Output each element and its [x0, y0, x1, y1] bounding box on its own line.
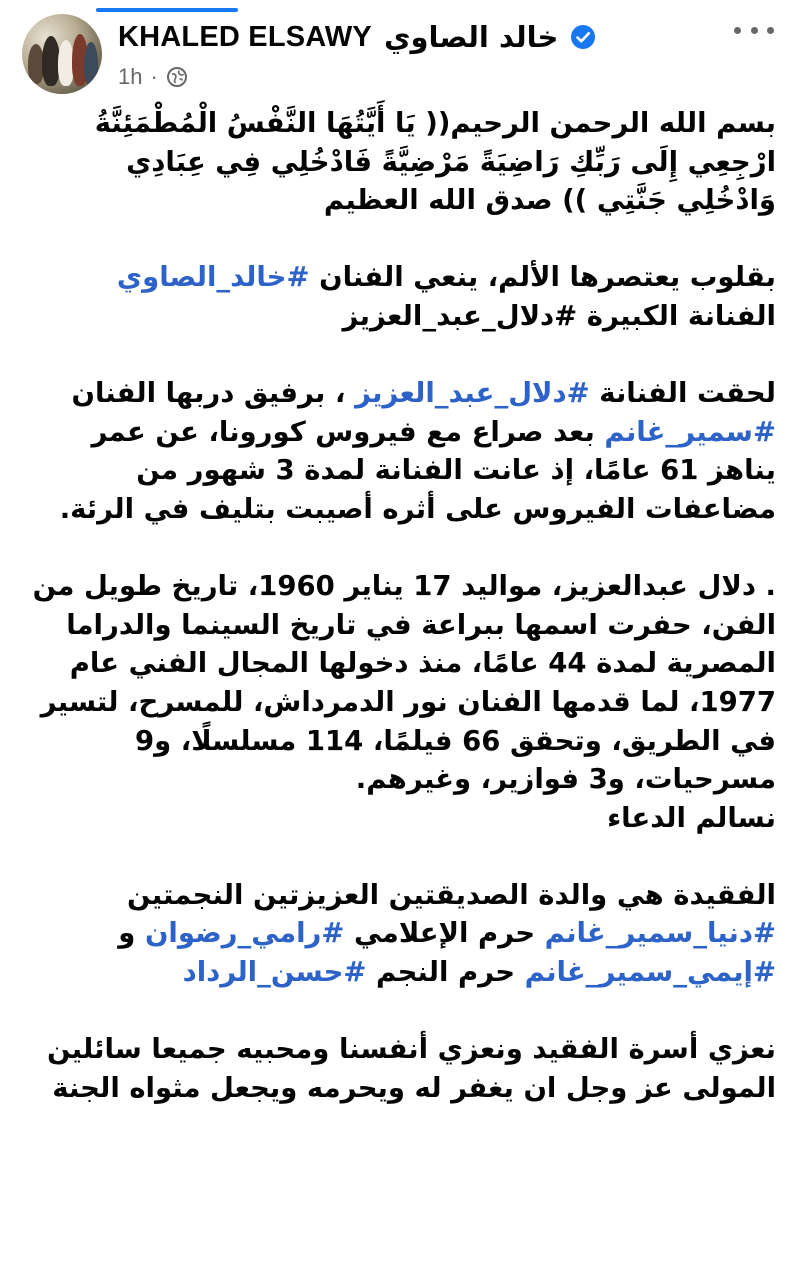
text-line: . دلال عبدالعزيز، مواليد 17 يناير 1960، تاريخ طويل من [32, 570, 776, 603]
text-line: المولى عز وجل ان يغفر له ويحرمه ويجعل مثواه الجنة [52, 1071, 776, 1104]
text-segment: و [118, 917, 145, 950]
author-name-arabic[interactable]: خالد الصاوي [383, 20, 559, 54]
more-options-icon[interactable] [734, 18, 774, 42]
verified-badge-icon [570, 24, 596, 50]
post-paragraph-1 [22, 104, 776, 220]
text-line: الفقيدة هي والدة الصديقتين العزيزتين النجمتين [126, 878, 776, 911]
text-line: 1977، لما قدمها الفنان نور الدمرداش، للمسرح، لتسير [40, 685, 776, 718]
text-line [22, 258, 776, 297]
hashtag-link[interactable]: #رامي_رضوان [144, 917, 345, 950]
post-paragraph-4 [22, 567, 776, 837]
text-line [22, 374, 776, 413]
hashtag-link[interactable]: #حسن_الرداد [182, 956, 367, 989]
text-line: بسم الله الرحمن الرحيم(( يَا أَيَّتُهَا النَّفْسُ الْمُطْمَئِنَّةُ [94, 107, 776, 139]
post-paragraph-5 [22, 876, 776, 992]
avatar[interactable] [22, 14, 102, 94]
hashtag-link[interactable]: #خالد_الصاوي [116, 261, 310, 294]
globe-icon[interactable] [166, 66, 188, 88]
post-text [22, 104, 776, 1107]
text-line [22, 914, 776, 953]
post-time[interactable]: 1h [118, 64, 143, 89]
text-segment: حرم النجم [366, 956, 525, 989]
text-line: يناهز 61 عامًا، إذ عانت الفنانة لمدة 3 شهور من [136, 454, 776, 487]
meta-separator: · [150, 64, 158, 89]
post-paragraph-6 [22, 1030, 776, 1107]
text-line: مسرحيات، و3 فوازير، وغيرهم. [355, 763, 776, 796]
text-line: الفن، حفرت اسمها ببراعة في تاريخ السينما والدراما [66, 608, 776, 641]
text-line: مضاعفات الفيروس على أثره أصيبت بتليف في الرئة. [59, 492, 776, 525]
text-line: نعزي أسرة الفقيد ونعزي أنفسنا ومحبيه جميعا سائلين [46, 1033, 776, 1066]
author-name-row[interactable] [118, 14, 596, 60]
text-line: في الطريق، وتحقق 66 فيلمًا، 114 مسلسلًا، و9 [134, 724, 776, 757]
text-segment: بقلوب يعتصرها الألم، ينعي الفنان [309, 261, 776, 294]
avatar-figure [84, 42, 98, 86]
post-meta [118, 62, 188, 92]
text-line: نسالم الدعاء [607, 801, 776, 834]
hashtag-link[interactable]: #سمير_غانم [604, 415, 776, 448]
text-segment: ، برفيق دربها الفنان [71, 377, 355, 410]
hashtag-link[interactable]: #إيمي_سمير_غانم [524, 956, 776, 989]
author-name-latin[interactable]: KHALED ELSAWY [118, 20, 372, 53]
text-line: ارْجِعِي إِلَى رَبِّكِ رَاضِيَةً مَرْضِيَّةً فَادْخُلِي فِي عِبَادِي [126, 145, 776, 178]
text-line [22, 413, 776, 452]
text-segment: بعد صراع مع فيروس كورونا، عن عمر [91, 415, 605, 448]
text-segment: لحقت الفنانة [589, 377, 776, 410]
text-line: المصرية لمدة 44 عامًا، منذ دخولها المجال الفني عام [69, 647, 776, 680]
text-line: الفنانة الكبيرة #دلال_عبد_العزيز [342, 299, 776, 332]
hashtag-link[interactable]: #دنيا_سمير_غانم [544, 917, 776, 950]
text-line [22, 953, 776, 992]
text-segment: حرم الإعلامي [344, 917, 545, 950]
post-paragraph-2 [22, 258, 776, 335]
post-paragraph-3 [22, 374, 776, 528]
text-line: وَادْخُلِي جَنَّتِي )) صدق الله العظيم [323, 184, 776, 217]
post-header [0, 0, 796, 100]
hashtag-link[interactable]: #دلال_عبد_العزيز [354, 377, 590, 410]
